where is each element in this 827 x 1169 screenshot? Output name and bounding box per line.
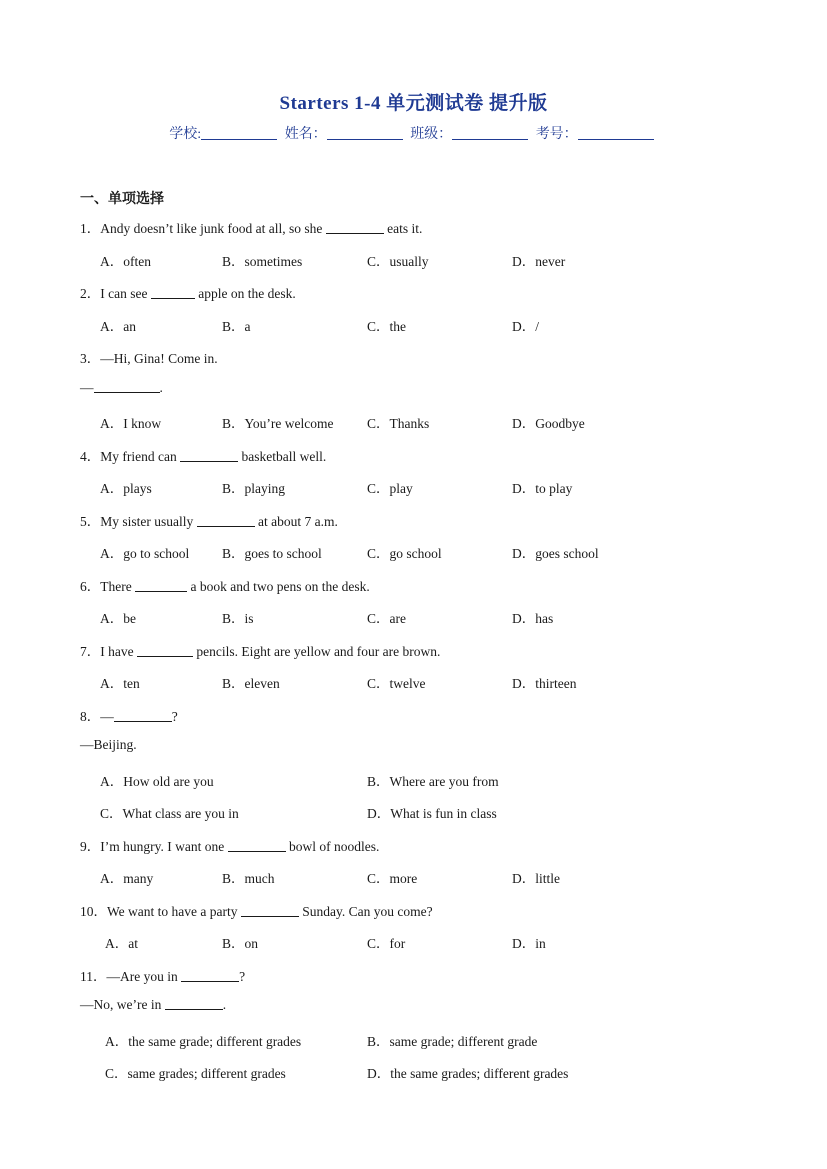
answer-blank — [114, 709, 172, 722]
question-text-pre: I have — [100, 644, 137, 659]
reply-end: . — [159, 380, 163, 395]
option-b[interactable]: B．much — [222, 871, 275, 886]
question-number: 3． — [80, 351, 101, 366]
exam-no-label: 考号： — [535, 127, 578, 142]
option-b[interactable]: B．eleven — [222, 676, 280, 691]
option-b[interactable]: B．Where are you from — [367, 774, 499, 789]
option-b[interactable]: B．on — [222, 936, 259, 951]
option-c[interactable]: C．Thanks — [367, 416, 430, 431]
question-7 — [80, 640, 440, 660]
question-5 — [80, 510, 338, 530]
question-11-reply — [80, 997, 226, 1013]
question-2 — [80, 282, 296, 302]
option-d[interactable]: D．has — [512, 611, 554, 626]
question-number: 10． — [80, 904, 107, 919]
section-title: 一、单项选择 — [80, 191, 164, 207]
question-text-post: apple on the desk. — [194, 286, 296, 301]
exam-no-field[interactable] — [578, 125, 654, 140]
question-text-pre: There — [100, 579, 136, 594]
option-d[interactable]: D．goes school — [512, 546, 599, 561]
question-text-pre: We want to have a party — [107, 904, 241, 919]
question-text-post: bowl of noodles. — [285, 839, 380, 854]
option-a[interactable]: A．at — [105, 936, 138, 951]
question-text-post: eats it. — [383, 221, 423, 236]
reply-end: . — [222, 997, 227, 1012]
option-a[interactable]: A．How old are you — [100, 774, 214, 789]
question-text-pre: I’m hungry. I want one — [100, 839, 228, 854]
question-text-pre: —Are you in — [106, 969, 182, 984]
option-a[interactable]: A．the same grade; different grades — [105, 1034, 302, 1049]
name-field[interactable] — [327, 125, 403, 140]
option-d[interactable]: D．in — [512, 936, 546, 951]
question-text-pre: My friend can — [100, 449, 181, 464]
name-label: 姓名： — [284, 127, 327, 142]
question-text-pre: — — [100, 709, 114, 724]
question-text-post: at about 7 a.m. — [254, 514, 338, 529]
question-text-pre: —Hi, Gina! Come in. — [100, 351, 218, 366]
question-9 — [80, 835, 379, 855]
question-number: 9． — [80, 839, 101, 854]
option-b[interactable]: B．is — [222, 611, 254, 626]
option-d[interactable]: D．Goodbye — [512, 416, 585, 431]
student-info-line — [0, 123, 827, 143]
option-c[interactable]: C．are — [367, 611, 406, 626]
reply-dash: — — [80, 380, 94, 395]
question-11 — [80, 965, 245, 985]
question-text-post: ? — [239, 969, 246, 984]
question-number: 11． — [80, 969, 107, 984]
answer-blank — [180, 449, 238, 462]
question-text-post: ? — [171, 709, 178, 724]
question-number: 6． — [80, 579, 101, 594]
option-b[interactable]: B．You’re welcome — [222, 416, 334, 431]
option-b[interactable]: B．goes to school — [222, 546, 322, 561]
option-c[interactable]: C．play — [367, 481, 413, 496]
answer-blank — [135, 579, 187, 592]
option-c[interactable]: C．usually — [367, 254, 429, 269]
question-3 — [80, 347, 218, 367]
answer-blank — [197, 514, 255, 527]
question-text-post: pencils. Eight are yellow and four are brown. — [192, 644, 441, 659]
answer-blank — [137, 644, 193, 657]
answer-blank — [326, 221, 384, 234]
class-label: 班级： — [410, 127, 453, 142]
option-a[interactable]: A．ten — [100, 676, 140, 691]
question-number: 1． — [80, 221, 101, 236]
question-text-pre: My sister usually — [100, 514, 197, 529]
question-text-post: a book and two pens on the desk. — [187, 579, 370, 594]
question-number: 2． — [80, 286, 101, 301]
option-d[interactable]: D．the same grades; different grades — [367, 1066, 569, 1081]
question-number: 8． — [80, 709, 101, 724]
answer-blank — [165, 997, 223, 1010]
option-a[interactable]: A．an — [100, 319, 136, 334]
question-8-reply: —Beijing. — [80, 737, 137, 752]
option-d[interactable]: D．/ — [512, 319, 539, 334]
option-c[interactable]: C．twelve — [367, 676, 426, 691]
option-d[interactable]: D．What is fun in class — [367, 806, 497, 821]
option-b[interactable]: B．same grade; different grade — [367, 1034, 538, 1049]
option-c[interactable]: C．What class are you in — [100, 806, 239, 821]
option-b[interactable]: B．a — [222, 319, 251, 334]
school-label: 学校: — [169, 127, 202, 142]
option-a[interactable]: A．often — [100, 254, 151, 269]
option-d[interactable]: D．to play — [512, 481, 573, 496]
option-a[interactable]: A．I know — [100, 416, 162, 431]
question-number: 4． — [80, 449, 101, 464]
question-text-post: basketball well. — [238, 449, 327, 464]
class-field[interactable] — [452, 125, 528, 140]
question-3-reply — [80, 380, 163, 396]
option-c[interactable]: C．same grades; different grades — [105, 1066, 286, 1081]
option-a[interactable]: A．go to school — [100, 546, 190, 561]
question-10 — [80, 900, 433, 920]
question-text-pre: Andy doesn’t like junk food at all, so she — [100, 221, 326, 236]
option-c[interactable]: C．more — [367, 871, 418, 886]
school-field[interactable] — [201, 125, 277, 140]
option-d[interactable]: D．little — [512, 871, 560, 886]
option-b[interactable]: B．playing — [222, 481, 285, 496]
question-4 — [80, 445, 326, 465]
reply-text: —No, we’re in — [80, 997, 165, 1012]
question-8 — [80, 705, 178, 725]
answer-blank — [181, 969, 239, 982]
option-a[interactable]: A．plays — [100, 481, 152, 496]
option-a[interactable]: A．be — [100, 611, 136, 626]
answer-blank — [241, 904, 299, 917]
option-c[interactable]: C．go school — [367, 546, 442, 561]
option-b[interactable]: B．sometimes — [222, 254, 303, 269]
answer-blank — [94, 380, 160, 393]
option-d[interactable]: D．thirteen — [512, 676, 577, 691]
question-text-pre: I can see — [100, 286, 151, 301]
answer-blank — [228, 839, 286, 852]
option-c[interactable]: C．for — [367, 936, 406, 951]
option-c[interactable]: C．the — [367, 319, 406, 334]
question-6 — [80, 575, 370, 595]
option-a[interactable]: A．many — [100, 871, 154, 886]
option-d[interactable]: D．never — [512, 254, 566, 269]
question-1 — [80, 217, 422, 237]
page-title: Starters 1-4 单元测试卷 提升版 — [279, 93, 548, 114]
question-number: 7． — [80, 644, 101, 659]
question-text-post: Sunday. Can you come? — [298, 904, 433, 919]
answer-blank — [151, 286, 195, 299]
question-number: 5． — [80, 514, 101, 529]
